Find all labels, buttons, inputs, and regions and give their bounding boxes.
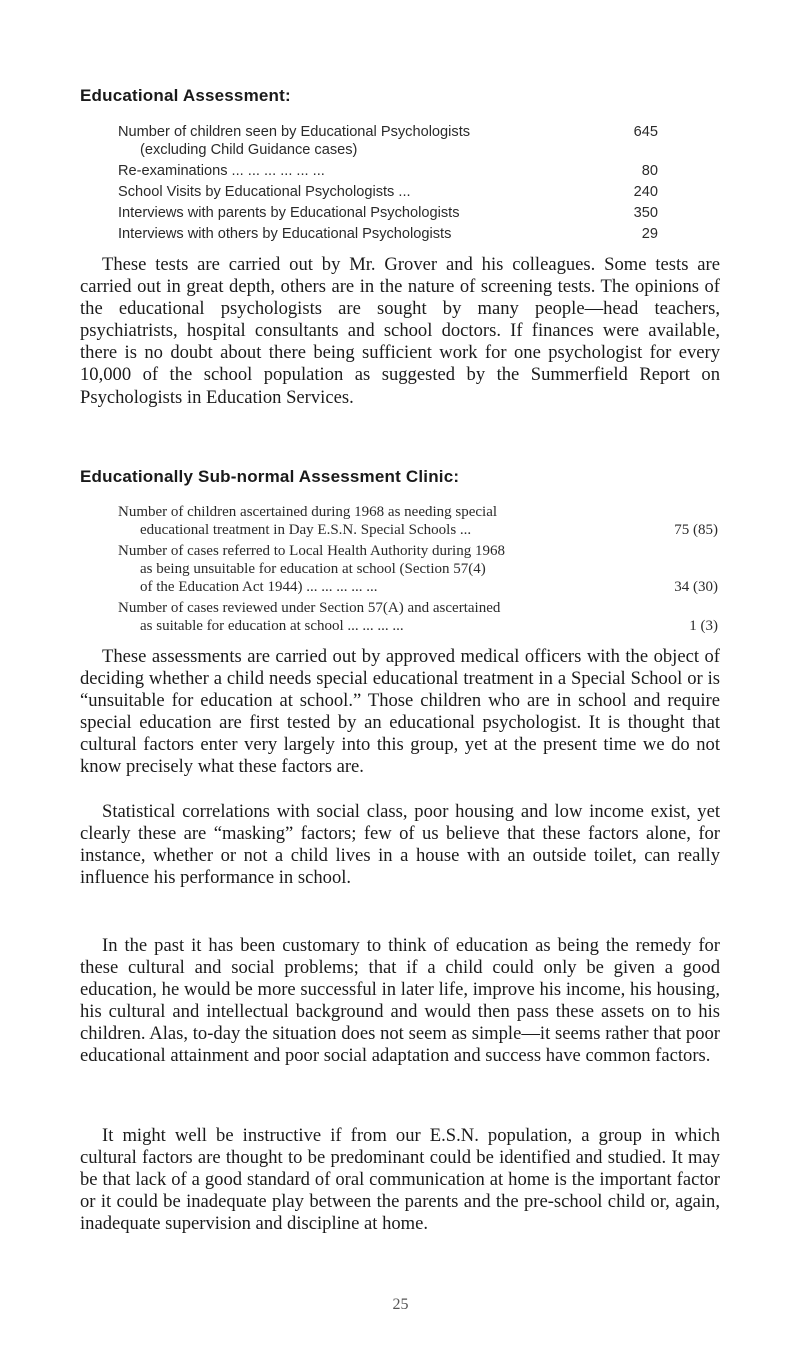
table-row [118, 599, 718, 635]
row-value: 350 [633, 205, 658, 221]
section-heading-esn-clinic: Educationally Sub-normal Assessment Clinic: [80, 467, 460, 486]
body-paragraph: In the past it has been customary to think of education as being the remedy for these cultural and social problems; that if a child could only be given a good education, he would be more successful in later life, improve his income, his housing, his cultural and intellectual background and would then pass these assets on to his children. Alas, to-day the situation does not seem as simple—it seems rather that poor educational attainment and poor social adaptation and success have common factors. [80, 935, 720, 1067]
row-label: School Visits by Educational Psychologists ... [118, 184, 411, 200]
row-label: Number of children ascertained during 1968 as needing special [118, 504, 498, 520]
body-paragraph: Statistical correlations with social class, poor housing and low income exist, yet clearly these are “masking” factors; few of us believe that these factors alone, for instance, whether or not a child lives in a house with an outside toilet, can really influence his performance in school. [80, 801, 720, 889]
table-row [118, 183, 658, 201]
row-label: Re-examinations ... ... ... ... ... ... [118, 163, 325, 179]
section-heading-educational-assessment: Educational Assessment: [80, 86, 291, 105]
row-sublabel: (excluding Child Guidance cases) [140, 142, 358, 158]
esn-clinic-table [118, 503, 718, 638]
row-sublabel: as suitable for education at school ... ... ... ... [140, 618, 404, 634]
row-value: 80 [641, 163, 658, 179]
row-label: Interviews with parents by Educational Psychologists [118, 205, 460, 221]
table-row [118, 225, 658, 243]
row-label: Number of children seen by Educational Psychologists [118, 124, 471, 140]
row-label: Number of cases referred to Local Health Authority during 1968 [118, 543, 505, 559]
page-number: 25 [392, 1296, 409, 1313]
table-row [118, 204, 658, 222]
row-sublabel: of the Education Act 1944) ... ... ... ... ... [140, 579, 378, 595]
table-row [118, 503, 718, 539]
body-paragraph: These tests are carried out by Mr. Grover and his colleagues. Some tests are carried out in great depth, others are in the nature of screening tests. The opinions of the educational psychologists are sought by many people—head teachers, psychiatrists, hospital consultants and school doctors. If finances were available, there is no doubt about there being sufficient work for one psychologist for every 10,000 of the school population as suggested by the Summerfield Report on Psychologists in Education Services. [80, 254, 720, 408]
row-value: 75 (85) [674, 522, 718, 538]
row-value: 29 [641, 226, 658, 242]
row-sublabel: educational treatment in Day E.S.N. Special Schools ... [140, 522, 472, 538]
table-row [118, 123, 658, 159]
body-paragraph: These assessments are carried out by approved medical officers with the object of deciding whether a child needs special educational treatment in a Special School or is “unsuitable for education at school.” Those children who are in school and require special education are first tested by an educational psychologist. It is thought that cultural factors enter very largely into this group, yet at the present time we do not know precisely what these factors are. [80, 646, 720, 778]
table-row [118, 162, 658, 180]
row-sublabel: as being unsuitable for education at school (Section 57(4) [140, 561, 486, 577]
body-paragraph: It might well be instructive if from our E.S.N. population, a group in which cultural factors are thought to be predominant could be identified and studied. It may be that lack of a good standard of oral communication at home is the important factor or it could be inadequate play between the parents and the pre-school child or, again, inadequate supervision and discipline at home. [80, 1125, 720, 1235]
educational-assessment-table [118, 123, 658, 246]
row-value: 645 [633, 124, 658, 140]
row-value: 1 (3) [689, 618, 718, 634]
row-value: 240 [633, 184, 658, 200]
row-label: Number of cases reviewed under Section 57(A) and ascertained [118, 600, 501, 616]
row-value: 34 (30) [674, 579, 718, 595]
table-row [118, 542, 718, 596]
row-label: Interviews with others by Educational Psychologists [118, 226, 452, 242]
